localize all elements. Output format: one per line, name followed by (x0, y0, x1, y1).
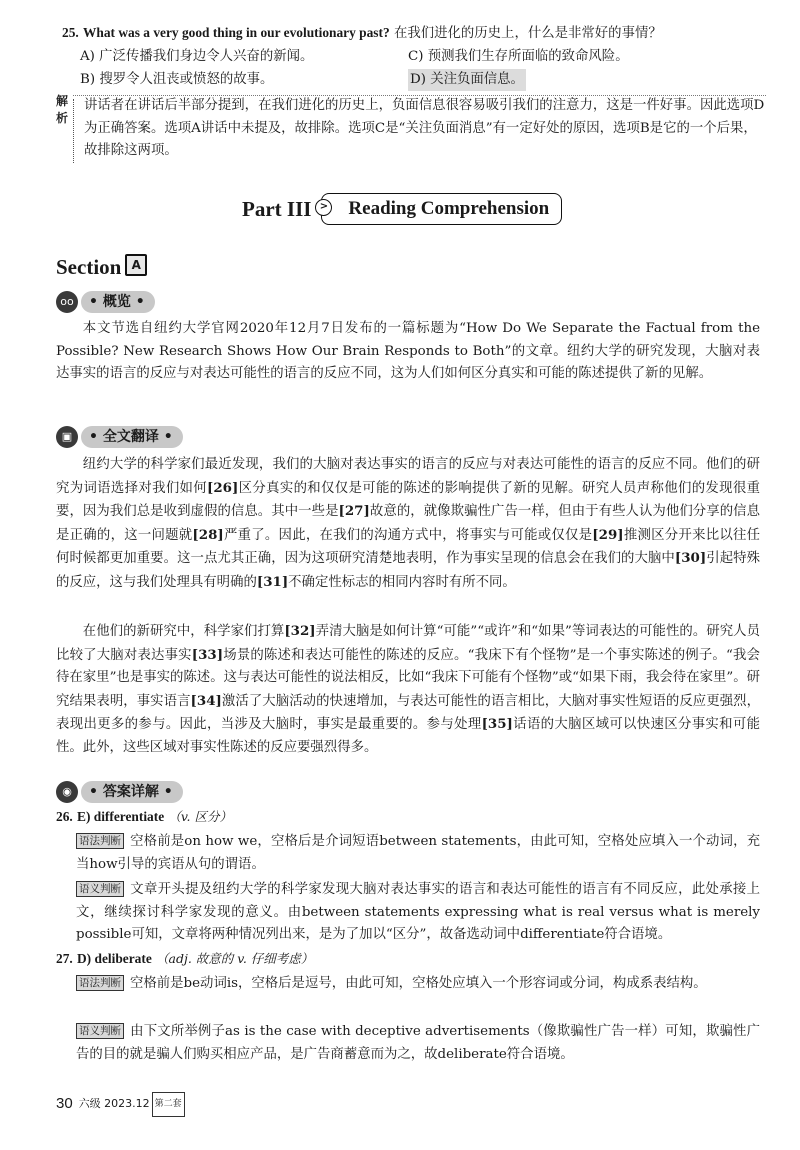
footer-text: 六级 2023.12 (78, 1097, 150, 1110)
blank-marker: [34] (190, 692, 222, 709)
text-run: 弄清大脑是如何计算“可能”“或许”和“如果”等词表达的可能性的。研究人员比较了大脑对表达事实 (56, 624, 760, 663)
glasses-icon: oo (56, 291, 78, 313)
text-run: 在他们的新研究中，科学家们打算 (82, 624, 285, 639)
semantic-text: 由下文所举例子as is the case with deceptive advertisements（像欺骗性广告一样）可知，欺骗性广告的目的就是骗人们购买相应产品，是广告商蓄意而为之，故deliberate符合语境。 (76, 1024, 760, 1062)
part-label: Part III (242, 196, 312, 221)
text-run: 话语的大脑区域可以快速区分事实和可能性。此外，这些区域对事实性陈述的反应要强烈得多。 (56, 717, 760, 755)
blank-marker: [35] (481, 716, 513, 732)
page-number: 30 (56, 1095, 73, 1112)
overview-heading (56, 290, 155, 314)
text-run: 场景的陈述和表达可能性的陈述的反应。“我床下有个怪物”是一个事实陈述的例子。“我会待在家里”也是事实的陈述。这与表达可能性的说法相反，比如“我床下可能有个怪物”或“如果下雨，我会待在家里”。研究结果表明，事实语言 (56, 647, 760, 709)
footer-set-box: 第二套 (152, 1092, 185, 1117)
arrow-right-icon: > (315, 199, 332, 216)
section-word: Section (56, 254, 122, 279)
blank-marker: [28] (192, 526, 224, 543)
answer-word: E) differentiate (77, 809, 165, 824)
text-run: 推测区分开来比以往任何时候都更加重要。这一点尤其正确，因为这项研究清楚地表明，作为事实呈现的信息会在我们的大脑中 (56, 527, 761, 566)
answer-gloss: （v. 区分） (168, 809, 232, 824)
blank-marker: [32] (284, 623, 316, 639)
overview-label: • 概览 • (81, 291, 155, 313)
question-number: 25. (62, 25, 79, 40)
answers-heading (56, 780, 183, 804)
translation-paragraph-2 (56, 620, 760, 759)
part-title-box (321, 193, 562, 225)
text-run: 不确定性标志的相同内容时有所不同。 (288, 574, 516, 590)
analysis-text: 讲话者在讲话后半部分提到，在我们进化的历史上，负面信息很容易吸引我们的注意力，这是一件好事。因此选项D为正确答案。选项A讲话中未提及，故排除。选项C是“关注负面消息”有一定好处的原因，选项B是它的一个后果，故排除这两项。 (84, 98, 765, 158)
answer-27-grammar (76, 973, 760, 996)
translation-label: • 全文翻译 • (81, 426, 183, 448)
section-letter-box: A (125, 254, 147, 276)
page-footer (56, 1092, 185, 1117)
text-run: 引起特殊的反应，这与我们处理具有明确的 (56, 551, 761, 590)
question-stem-chinese: 在我们进化的历史上，什么是非常好的事情？ (393, 26, 662, 41)
semantic-text: 文章开头提及纽约大学的科学家发现大脑对表达事实的语言和表达可能性的语言有不同反应，此处承接上文，继续探讨科学家发现的意义。由between statements expressing what is real versus what is merely possible可知，文章将两种情况列出来，是为了加以“区分”，故备选动词中differentiate符合语境。 (76, 882, 760, 942)
answer-number: 26. (56, 809, 73, 824)
analysis-divider-vertical (73, 99, 74, 163)
text-run: 激活了大脑活动的快速增加，与表达可能性的语言相比，大脑对事实性短语的反应更强烈，表现出更多的参与。因此，当涉及大脑时，事实是最重要的。参与处理 (56, 693, 761, 732)
overview-paragraph: 本文节选自纽约大学官网2020年12月7日发布的一篇标题为“How Do We Separate the Factual from the Possible? New Research Shows How Our Brain Responds to Both”的文章。纽约大学的研究发现，大脑对表达事实的语言的反应与对表达可能性的语言的反应不同，这为人们如何区分真实和可能的陈述提供了新的见解。 (56, 321, 760, 381)
option-d-correct: D) 关注负面信息。 (408, 69, 526, 92)
option-c: C) 预测我们生存所面临的致命风险。 (408, 48, 629, 64)
answer-27-semantic (76, 1021, 760, 1066)
lightbulb-icon: ◉ (56, 781, 78, 803)
question-25-options (80, 46, 762, 92)
text-run: 区分真实的和仅仅是可能的陈述的影响提供了新的见解。研究人员声称他们的发现很重要，因为我们总是收到虚假的信息。其中一些是 (56, 480, 761, 519)
answer-26-heading (56, 806, 232, 830)
analysis-box (56, 93, 766, 163)
grammar-badge: 语法判断 (76, 833, 124, 849)
answers-label: • 答案详解 • (81, 781, 183, 803)
answer-gloss: （adj. 故意的 v. 仔细考虑） (156, 951, 314, 966)
question-stem-english: What was a very good thing in our evolutionary past? (83, 25, 390, 40)
semantic-badge: 语义判断 (76, 881, 124, 897)
translation-paragraph-1 (56, 454, 760, 594)
section-heading (56, 250, 147, 278)
answer-26-semantic (76, 879, 760, 947)
option-b: B) 搜罗令人沮丧或愤怒的故事。 (80, 71, 274, 87)
grammar-text: 空格前是on how we，空格后是介词短语between statements，由此可知，空格处应填入一个动词，充当how引导的宾语从句的谓语。 (76, 834, 760, 872)
blank-marker: [33] (191, 646, 224, 663)
text-run: 严重了。因此，在我们的沟通方式中，将事实与可能或仅仅是 (223, 527, 593, 543)
option-a: A) 广泛传播我们身边令人兴奋的新闻。 (80, 48, 314, 64)
semantic-badge: 语义判断 (76, 1023, 124, 1039)
answer-26-grammar (76, 831, 760, 876)
part-title: Reading Comprehension (348, 197, 550, 219)
question-25-stem (62, 22, 762, 46)
answer-number: 27. (56, 951, 73, 966)
translation-heading (56, 425, 183, 449)
blank-marker: [26] (207, 479, 239, 496)
grammar-badge: 语法判断 (76, 975, 124, 991)
grammar-text: 空格前是be动词is，空格后是逗号，由此可知，空格处应填入一个形容词或分词，构成系表结构。 (130, 976, 707, 991)
blank-marker: [29] (592, 526, 624, 543)
question-25 (62, 22, 762, 92)
blank-marker: [27] (338, 503, 370, 519)
blank-marker: [31] (256, 573, 289, 590)
text-run: 故意的，就像欺骗性广告一样，但由于有些人认为他们分享的信息是正确的，这一问题就 (56, 504, 761, 543)
blank-marker: [30] (674, 550, 707, 566)
answer-27-heading (56, 948, 313, 972)
analysis-tag: 解析 (56, 94, 69, 125)
answer-word: D) deliberate (77, 951, 152, 966)
text-run: 纽约大学的科学家们最近发现，我们的大脑对表达事实的语言的反应与对表达可能性的语言的反应不同。他们的研究为词语选择对我们如何 (56, 457, 760, 496)
document-icon: ▣ (56, 426, 78, 448)
part-heading (242, 192, 562, 226)
